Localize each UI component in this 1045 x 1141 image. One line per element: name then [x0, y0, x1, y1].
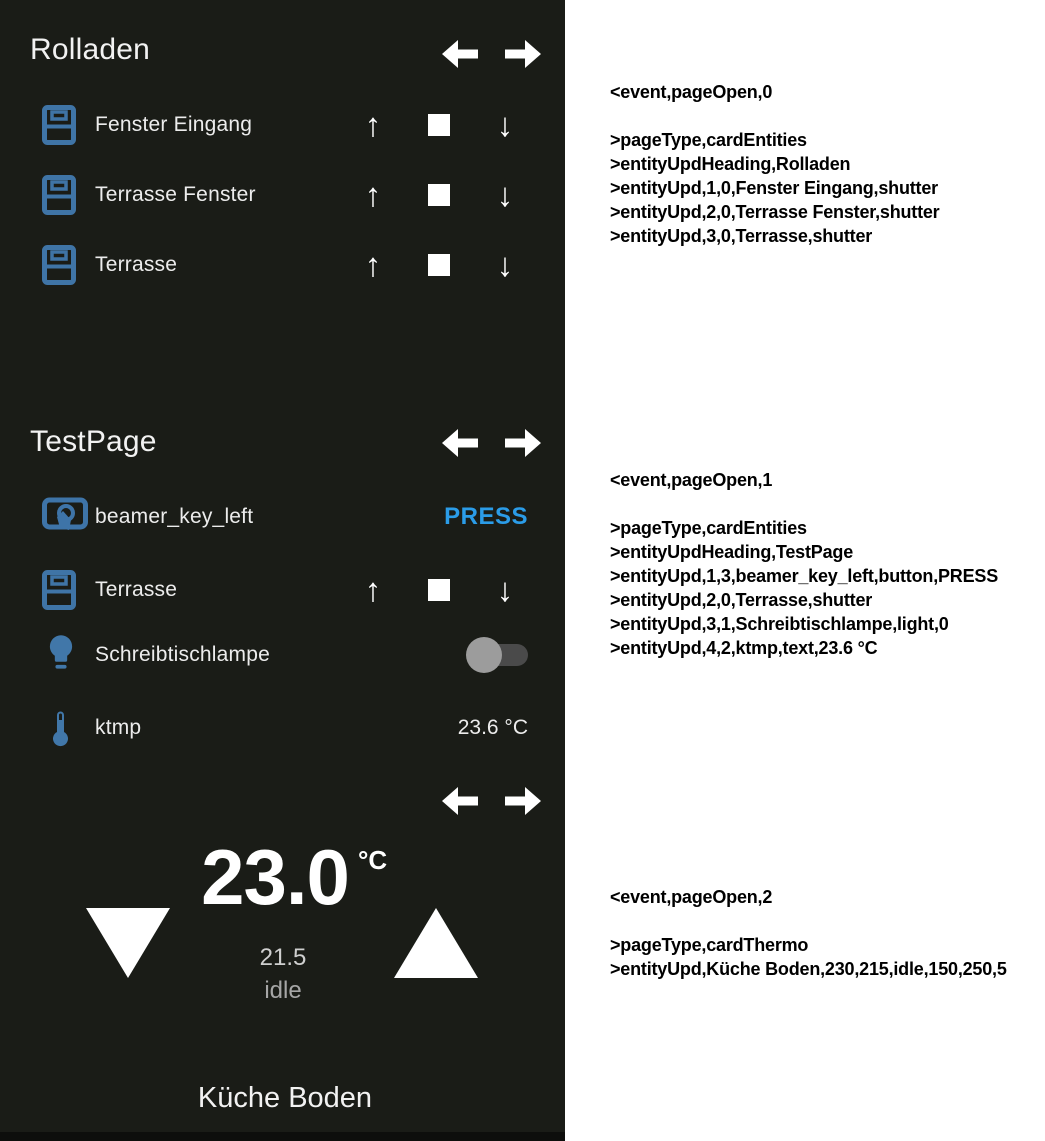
target-temperature: 21.5: [259, 944, 307, 971]
entity-row: [0, 633, 565, 677]
log-line: >entityUpdHeading,Rolladen: [610, 154, 851, 174]
shutter-up-button[interactable]: ↑: [364, 176, 382, 213]
log-line: >entityUpdHeading,TestPage: [610, 542, 854, 562]
entity-row: [0, 103, 565, 147]
sensor-value: 23.6 °C: [457, 716, 528, 739]
entity-label: Terrasse Fenster: [95, 183, 256, 206]
log-line: [610, 909, 1040, 933]
shutter-stop-button[interactable]: [428, 184, 450, 206]
log-line: >entityUpd,3,0,Terrasse,shutter: [610, 226, 873, 246]
card2-prev-page-arrow-icon[interactable]: [442, 429, 478, 457]
temperature-unit: °C: [358, 845, 388, 875]
log-line: >entityUpd,4,2,ktmp,text,23.6 °C: [610, 638, 878, 658]
lightbulb-icon: [42, 635, 88, 675]
gesture-tap-button-icon: [42, 497, 88, 537]
entity-label: Terrasse: [95, 578, 178, 601]
shutter-up-button[interactable]: ↑: [364, 106, 382, 143]
temp-increase-button[interactable]: [394, 908, 478, 978]
shutter-stop-button[interactable]: [428, 114, 450, 136]
log-block-page1: [610, 468, 1040, 660]
entity-row: [0, 173, 565, 217]
hvac-state: idle: [264, 977, 302, 1004]
shutter-stop-button[interactable]: [428, 254, 450, 276]
current-temperature: 23.0: [201, 833, 349, 921]
card1-next-page-arrow-icon[interactable]: [505, 40, 541, 68]
log-line: >entityUpd,Küche Boden,230,215,idle,150,250,5: [610, 959, 1007, 979]
shutter-up-button[interactable]: ↑: [364, 571, 382, 608]
log-line: >pageType,cardEntities: [610, 518, 807, 538]
log-line: >entityUpd,2,0,Terrasse,shutter: [610, 590, 873, 610]
card2-title: TestPage: [30, 425, 157, 458]
window-shutter-icon: [42, 105, 88, 145]
panel-bottom-bar: [0, 1132, 565, 1141]
log-line: [610, 104, 1040, 128]
log-block-page0: [610, 80, 1040, 248]
entity-label: Terrasse: [95, 253, 178, 276]
card1-prev-page-arrow-icon[interactable]: [442, 40, 478, 68]
log-line: >entityUpd,1,3,beamer_key_left,button,PRESS: [610, 566, 999, 586]
entity-row: [0, 495, 565, 539]
light-toggle-switch[interactable]: [466, 637, 528, 673]
shutter-down-button[interactable]: ↓: [496, 106, 514, 143]
entity-row: [0, 243, 565, 287]
entity-label: Fenster Eingang: [95, 113, 253, 136]
log-block-page2: [610, 885, 1040, 981]
log-line: <event,pageOpen,1: [610, 470, 773, 490]
window-shutter-icon: [42, 570, 88, 610]
log-line: >pageType,cardThermo: [610, 935, 809, 955]
entity-row: [0, 706, 565, 750]
shutter-up-button[interactable]: ↑: [364, 246, 382, 283]
shutter-down-button[interactable]: ↓: [496, 176, 514, 213]
entity-label: beamer_key_left: [95, 505, 254, 528]
log-line: <event,pageOpen,2: [610, 887, 773, 907]
entity-label: Schreibtischlampe: [95, 643, 270, 666]
card3-next-page-arrow-icon[interactable]: [505, 787, 541, 815]
thermometer-icon: [42, 708, 88, 748]
log-line: >entityUpd,3,1,Schreibtischlampe,light,0: [610, 614, 949, 634]
log-line: <event,pageOpen,0: [610, 82, 773, 102]
toggle-knob: [466, 637, 502, 673]
card1-title: Rolladen: [30, 33, 151, 66]
press-button[interactable]: PRESS: [444, 503, 528, 530]
log-line: >pageType,cardEntities: [610, 130, 807, 150]
temp-decrease-button[interactable]: [86, 908, 170, 978]
shutter-down-button[interactable]: ↓: [496, 246, 514, 283]
entity-row: [0, 568, 565, 612]
entity-label: ktmp: [95, 716, 142, 739]
log-line: >entityUpd,1,0,Fenster Eingang,shutter: [610, 178, 938, 198]
shutter-down-button[interactable]: ↓: [496, 571, 514, 608]
card3-prev-page-arrow-icon[interactable]: [442, 787, 478, 815]
shutter-stop-button[interactable]: [428, 579, 450, 601]
thermostat-name: Küche Boden: [197, 1082, 373, 1114]
window-shutter-icon: [42, 175, 88, 215]
window-shutter-icon: [42, 245, 88, 285]
log-line: [610, 492, 1040, 516]
card2-next-page-arrow-icon[interactable]: [505, 429, 541, 457]
log-line: >entityUpd,2,0,Terrasse Fenster,shutter: [610, 202, 940, 222]
